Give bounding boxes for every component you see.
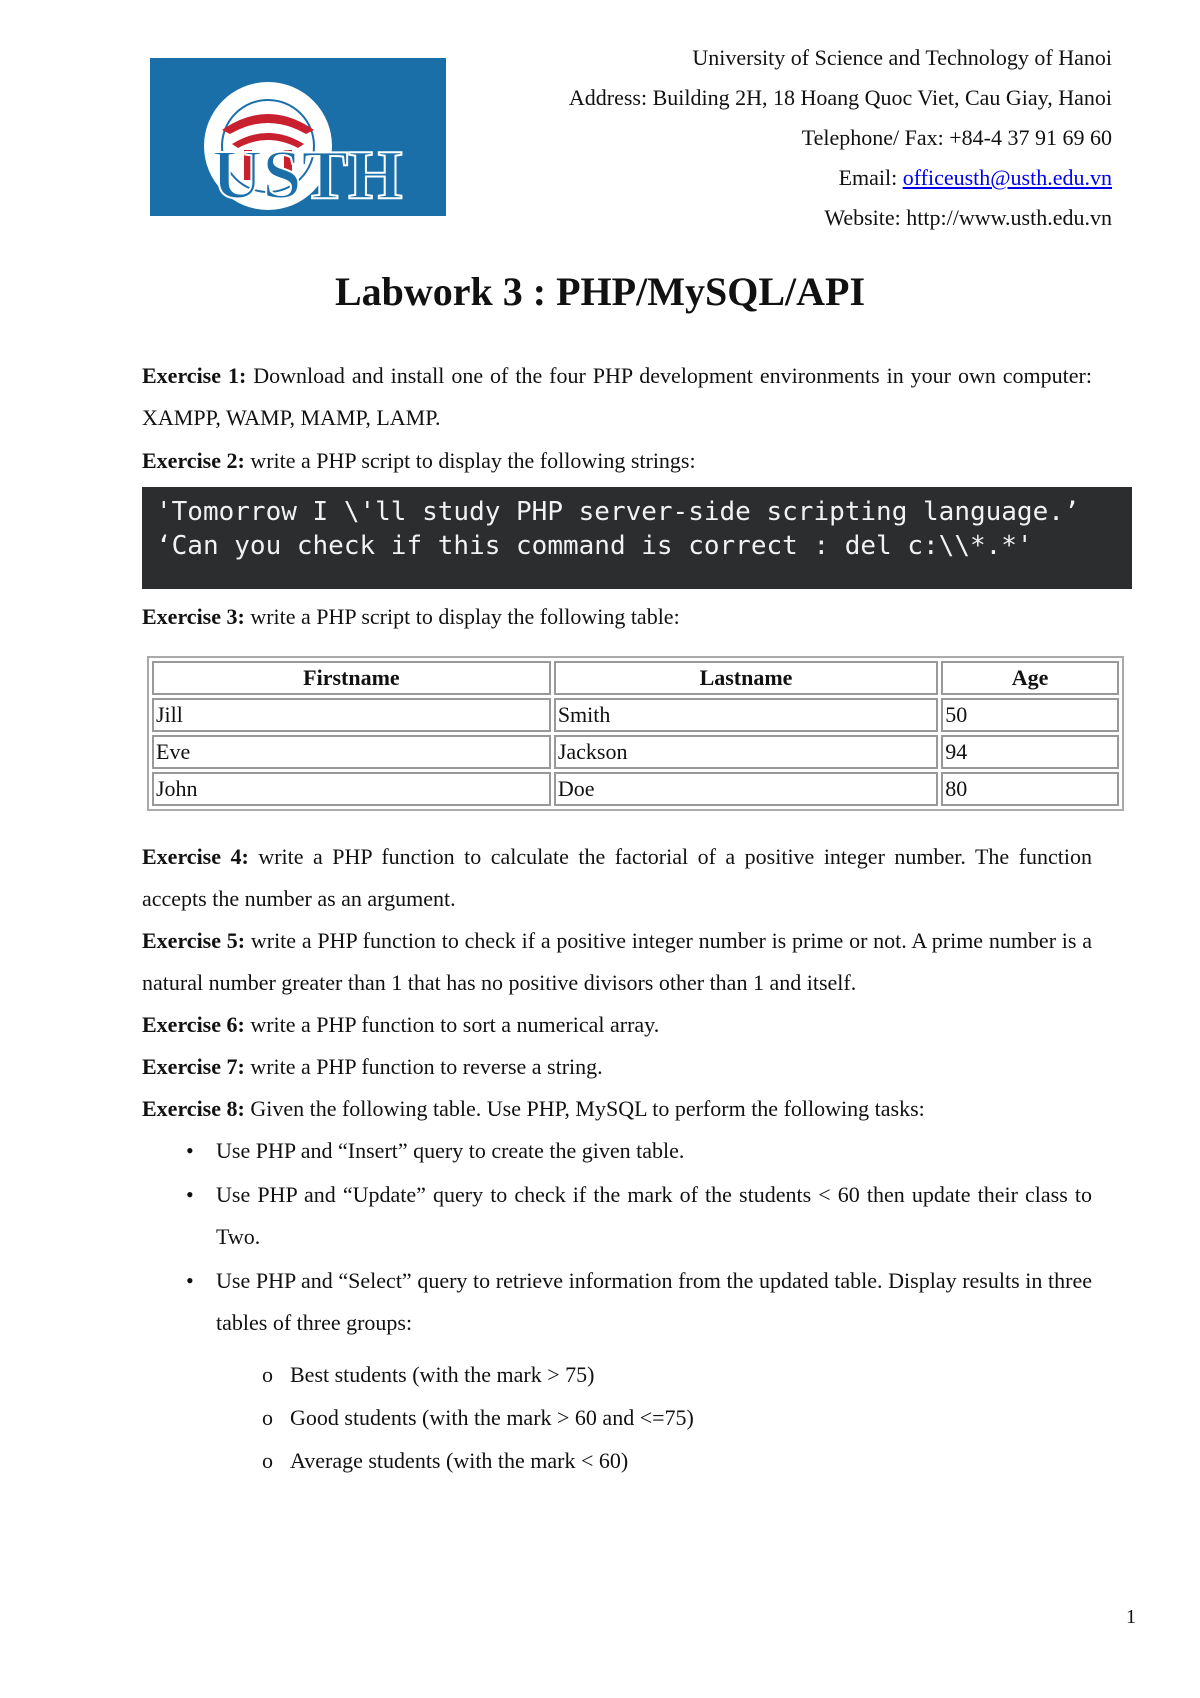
exercise-7-text: write a PHP function to reverse a string. <box>244 1054 603 1079</box>
usth-logo <box>150 58 446 216</box>
address: Address: Building 2H, 18 Hoang Quoc Viet, Cau Giay, Hanoi <box>568 85 1112 110</box>
exercise-8-label: Exercise 8: <box>142 1096 245 1121</box>
cell-lastname: Doe <box>554 772 938 806</box>
table-header-row <box>152 661 1119 695</box>
list-item <box>262 1353 694 1396</box>
exercise-4-label: Exercise 4: <box>142 844 249 869</box>
email-label: Email: <box>838 165 903 190</box>
exercise-1 <box>142 355 1092 439</box>
cell-age: 50 <box>941 698 1119 732</box>
code-line-1: 'Tomorrow I \'ll study PHP server-side scripting language.’ <box>156 497 1080 527</box>
circle-bullet-icon: o <box>262 1448 273 1473</box>
exercise-4 <box>142 836 1092 920</box>
task-bullet-list <box>186 1130 1092 1346</box>
exercise-2 <box>142 440 1092 482</box>
list-item <box>186 1260 1092 1344</box>
cell-firstname: Jill <box>152 698 551 732</box>
exercise-6 <box>142 1004 1092 1046</box>
exercise-5-text: write a PHP function to check if a positive integer number is prime or not. A prime number is a natural number greater than 1 that has no positive divisors other than 1 and itself. <box>142 928 1092 995</box>
bullet-dot-icon: • <box>186 1182 194 1207</box>
bullet-dot-icon: • <box>186 1268 194 1293</box>
bullet-text: Use PHP and “Update” query to check if the mark of the students < 60 then update their class to Two. <box>216 1182 1092 1249</box>
bullet-dot-icon: • <box>186 1138 194 1163</box>
list-item <box>262 1439 694 1482</box>
code-block <box>142 487 1132 589</box>
exercise-6-label: Exercise 6: <box>142 1012 245 1037</box>
cell-age: 80 <box>941 772 1119 806</box>
table-row <box>152 735 1119 769</box>
logo-usth-text: USTH <box>212 137 403 214</box>
contact-header <box>569 38 1112 238</box>
university-name: University of Science and Technology of Hanoi <box>692 45 1112 70</box>
header-lastname: Lastname <box>554 661 938 695</box>
exercise-4-text: write a PHP function to calculate the factorial of a positive integer number. The function accepts the number as an argument. <box>142 844 1093 911</box>
exercise-1-label: Exercise 1: <box>142 363 247 388</box>
exercise-7 <box>142 1046 1092 1088</box>
cell-lastname: Jackson <box>554 735 938 769</box>
page-title: Labwork 3 : PHP/MySQL/API <box>334 269 866 314</box>
exercise-1-text: Download and install one of the four PHP development environments in your own computer: XAMPP, WAMP, MAMP, LAMP. <box>142 363 1092 430</box>
email-line <box>569 158 1112 198</box>
cell-firstname: John <box>152 772 551 806</box>
bullet-text: Use PHP and “Select” query to retrieve information from the updated table. Display results in three tables of three groups: <box>216 1268 1092 1335</box>
exercise-8 <box>142 1088 1092 1130</box>
exercise-2-text: write a PHP script to display the following strings: <box>244 448 696 473</box>
sample-table <box>147 656 1124 811</box>
subbullet-text: Best students (with the mark > 75) <box>290 1362 595 1387</box>
bullet-text: Use PHP and “Insert” query to create the given table. <box>216 1138 685 1163</box>
telephone: Telephone/ Fax: +84-4 37 91 69 60 <box>801 125 1112 150</box>
list-item <box>186 1174 1092 1258</box>
table-row <box>152 772 1119 806</box>
list-item <box>262 1396 694 1439</box>
exercise-3-label: Exercise 3: <box>142 604 245 629</box>
circle-bullet-icon: o <box>262 1362 273 1387</box>
cell-firstname: Eve <box>152 735 551 769</box>
subbullet-text: Good students (with the mark > 60 and <=75) <box>290 1405 694 1430</box>
exercise-8-text: Given the following table. Use PHP, MySQL to perform the following tasks: <box>244 1096 925 1121</box>
exercise-5 <box>142 920 1092 1004</box>
circle-bullet-icon: o <box>262 1405 273 1430</box>
subbullet-text: Average students (with the mark < 60) <box>290 1448 629 1473</box>
exercise-5-label: Exercise 5: <box>142 928 246 953</box>
header-age: Age <box>941 661 1119 695</box>
table-row <box>152 698 1119 732</box>
website: Website: http://www.usth.edu.vn <box>824 205 1112 230</box>
exercise-6-text: write a PHP function to sort a numerical array. <box>244 1012 660 1037</box>
header-firstname: Firstname <box>152 661 551 695</box>
exercise-3-text: write a PHP script to display the following table: <box>244 604 680 629</box>
email-link[interactable]: officeusth@usth.edu.vn <box>902 165 1112 190</box>
list-item <box>186 1130 1092 1172</box>
exercise-3 <box>142 596 1092 638</box>
group-sublist <box>262 1353 694 1482</box>
cell-age: 94 <box>941 735 1119 769</box>
code-line-2: ‘Can you check if this command is correct : del c:\\*.*' <box>156 531 1033 561</box>
cell-lastname: Smith <box>554 698 938 732</box>
exercise-2-label: Exercise 2: <box>142 448 245 473</box>
exercise-7-label: Exercise 7: <box>142 1054 245 1079</box>
page-number: 1 <box>1126 1606 1136 1628</box>
